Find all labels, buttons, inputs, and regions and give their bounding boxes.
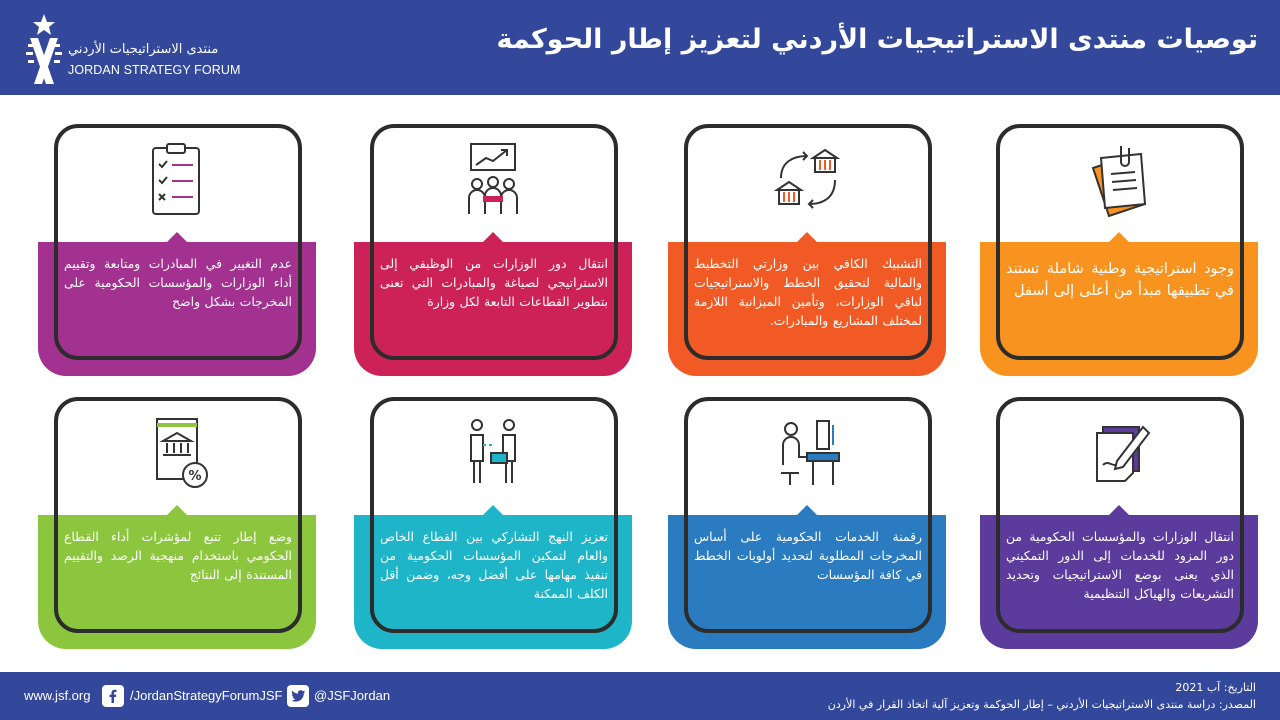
recommendation-card — [980, 397, 1258, 649]
logo-arabic-name: منتدى الاستراتيجيات الأردني — [68, 42, 219, 57]
publication-date: التاريخ: آب 2021 — [1175, 681, 1256, 694]
website-link[interactable]: www.jsf.org — [24, 688, 91, 703]
growth-chart-team-icon — [443, 142, 543, 222]
logo-english-name: JORDAN STRATEGY FORUM — [68, 63, 241, 77]
header-banner — [0, 0, 1280, 95]
card-text: التشبيك الكافي بين وزارتي التخطيط والمالية لتحقيق الخطط والاستراتيجيات لباقي الوزارات، وتأمين الميزانية اللازمة لمختلف المشاريع والمبادرات. — [694, 256, 922, 328]
partnership-handover-icon — [443, 415, 543, 495]
card-text: انتقال دور الوزارات من الوظيفي إلى الاستراتيجي لصياغة والمبادرات التي تعنى بتطوير القطاعات التابعة لكل وزارة — [380, 256, 608, 309]
document-pen-icon — [1069, 415, 1169, 495]
clipboard-checklist-icon — [127, 142, 227, 222]
svg-text:%: % — [188, 469, 202, 484]
recommendation-card — [668, 124, 946, 376]
digital-workstation-icon — [757, 415, 857, 495]
recommendation-card — [980, 124, 1258, 376]
card-text: وضع إطار تتبع لمؤشرات أداء القطاع الحكومي باستخدام منهجية الرصد والتقييم المستندة إلى النتائج — [64, 529, 292, 582]
card-text: وجود استراتيجية وطنية شاملة تستند في تطبيقها مبدأ من أعلى إلى أسفل — [1006, 261, 1234, 299]
documents-pin-icon — [1069, 142, 1169, 222]
facebook-icon[interactable] — [102, 685, 124, 707]
facebook-handle[interactable]: /JordanStrategyForumJSF — [130, 688, 283, 703]
recommendation-card — [38, 124, 316, 376]
recommendation-card — [354, 397, 632, 649]
jsf-emblem-icon — [24, 14, 64, 88]
card-text: انتقال الوزارات والمؤسسات الحكومية من دور المزود للخدمات إلى الدور التمكيني الذي يعنى بوضع الاستراتيجيات وتحديد التشريعات والهياكل التنظيمية — [1006, 529, 1234, 601]
card-text: رقمنة الخدمات الحكومية على أساس المخرجات المطلوبة لتحديد أولويات الخطط في كافة المؤسسات — [694, 529, 922, 582]
card-text: تعزيز النهج التشاركي بين القطاع الخاص والعام لتمكين المؤسسات الحكومية من تنفيذ مهامها على أفضل وجه، وضمن أقل الكلف الممكنة — [380, 529, 608, 601]
page-title: توصيات منتدى الاستراتيجيات الأردني لتعزيز إطار الحوكمة — [496, 24, 1258, 55]
recommendation-card — [668, 397, 946, 649]
ministries-exchange-icon — [757, 142, 857, 222]
jsf-logo — [24, 10, 244, 88]
recommendation-card — [38, 397, 316, 649]
twitter-handle[interactable]: @JSFJordan — [314, 688, 391, 703]
building-percentage-icon — [127, 415, 227, 495]
source-citation: المصدر: دراسة منتدى الاستراتيجيات الأردني – إطار الحوكمة وتعزيز آلية اتخاذ القرار في الأردن — [827, 698, 1256, 711]
footer-banner — [0, 672, 1280, 720]
twitter-icon[interactable] — [287, 685, 309, 707]
card-text: عدم التغيير في المبادرات ومتابعة وتقييم أداء الوزارات والمؤسسات الحكومية على المخرجات بشكل واضح — [64, 256, 292, 309]
recommendation-card — [354, 124, 632, 376]
